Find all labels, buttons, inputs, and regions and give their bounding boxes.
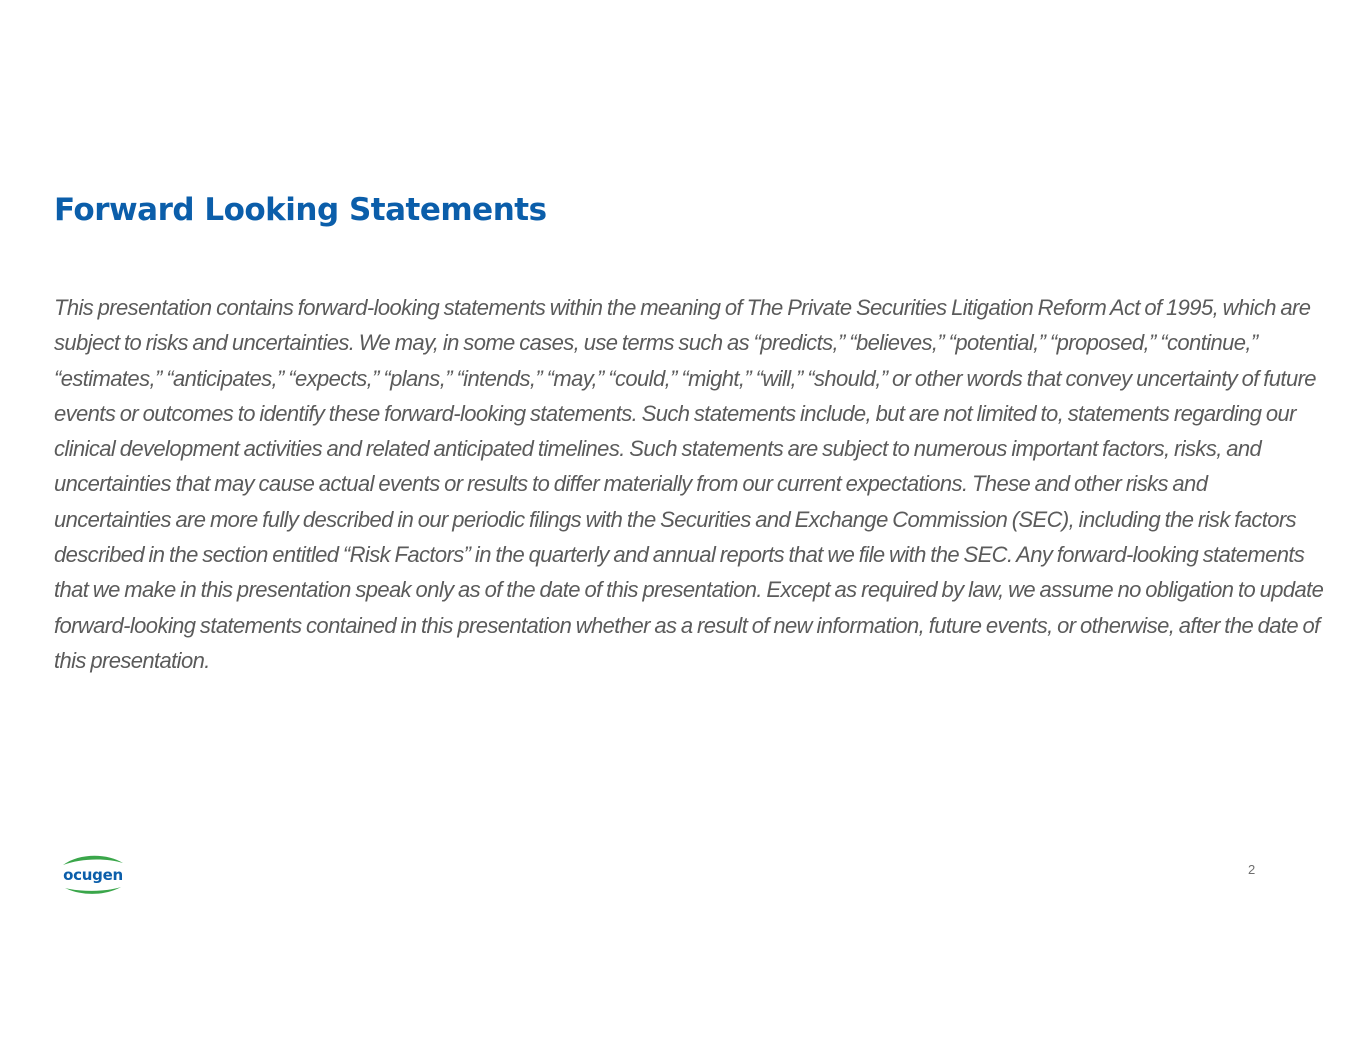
logo-bottom-swoosh	[65, 887, 121, 894]
forward-looking-statement-text: This presentation contains forward-looking statements within the meaning of The Private Securities Litigation Reform Act of 1995, which are subject to risks and uncertainties. We may, in some cases, use terms such as “predicts,” “believes,” “potential,” “proposed,” “continue,” “estimates,” “anticipates,” “expects,” “plans,” “intends,” “may,” “could,” “might,” “will,” “should,” or other words that convey uncertainty of future events or outcomes to identify these forward-looking statements. Such statements include, but are not limited to, statements regarding our clinical development activities and related anticipated timelines. Such statements are subject to numerous important factors, risks, and uncertainties that may cause actual events or results to differ materially from our current expectations. These and other risks and uncertainties are more fully described in our periodic filings with the Securities and Exchange Commission (SEC), including the risk factors described in the section entitled “Risk Factors” in the quarterly and annual reports that we file with the SEC. Any forward-looking statements that we make in this presentation speak only as of the date of this presentation. Except as required by law, we assume no obligation to update forward-looking statements contained in this presentation whether as a result of new information, future events, or otherwise, after the date of this presentation.	[54, 295, 1324, 673]
ocugen-logo	[57, 852, 129, 896]
logo-top-swoosh	[63, 856, 123, 865]
slide-title: Forward Looking Statements	[54, 192, 547, 228]
logo-wordmark: ocugen	[63, 866, 123, 884]
page-number: 2	[1248, 862, 1256, 877]
